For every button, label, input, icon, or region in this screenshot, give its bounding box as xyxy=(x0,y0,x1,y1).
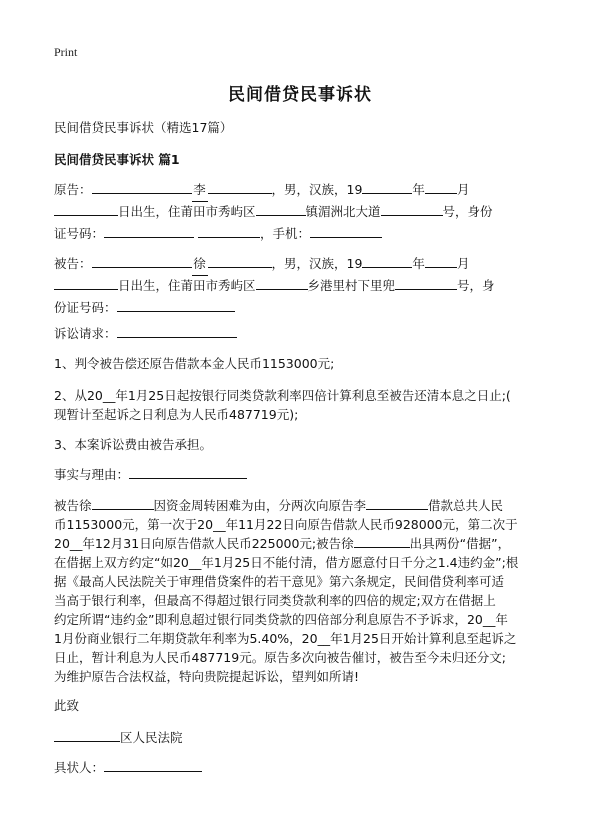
plaintiff-address-b: 镇湄洲北大道 xyxy=(305,204,381,219)
section-title: 民间借贷民事诉状 篇1 xyxy=(54,152,180,167)
facts-line-9: 日止，暂计利息为人民币487719元。原告多次向被告催讨，被告至今未归还分文; xyxy=(54,650,506,665)
facts-text: 出具两份“借据”， xyxy=(409,536,511,551)
plaintiff-line2 xyxy=(54,201,550,223)
closing-signer xyxy=(54,757,550,779)
facts-label-row xyxy=(54,464,550,486)
facts-line-4: 在借据上双方约定“如20__年1月25日不能付清，借方愿意付日千分之1.4违约金”;根 xyxy=(54,555,519,570)
defendant-surname: 徐 xyxy=(192,253,208,276)
signer-label: 具状人： xyxy=(54,760,105,775)
facts-line-6: 当高于银行利率，但最高不得超过银行同类贷款利率的四倍的规定;双方在借据上 xyxy=(54,593,496,608)
plaintiff-id-label: 证号码： xyxy=(54,226,105,241)
claims-label-row xyxy=(54,323,550,345)
claim-item-2-line1: 2、从20__年1月25日起按银行同类贷款利率四倍计算利息至被告还清本息之日止;( xyxy=(54,388,511,403)
plaintiff-phone-label: ，手机： xyxy=(260,226,311,241)
facts-text: 借款总共人民 xyxy=(428,498,504,513)
facts-text: 20__年12月31日向原告借款人民币225000元;被告徐 xyxy=(54,536,354,551)
facts-line-8: 1月份商业银行二年期贷款年利率为5.40%，20__年1月25日开始计算利息至起诉之 xyxy=(54,631,517,646)
facts-text: 因资金周转困难为由，分两次向原告李 xyxy=(153,498,367,513)
facts-line-5: 据《最高人民法院关于审理借贷案件的若干意见》第六条规定，民间借贷利率可适 xyxy=(54,574,505,589)
claim-item-1: 1、判令被告偿还原告借款本金人民币1153000元; xyxy=(54,356,335,371)
claim-item-3: 3、本案诉讼费由被告承担。 xyxy=(54,437,212,452)
defendant-desc: ，男，汉族，19 xyxy=(271,256,363,271)
plaintiff-block xyxy=(54,179,550,202)
plaintiff-line3 xyxy=(54,223,550,245)
year-suffix: 年 xyxy=(412,256,425,271)
facts-line-10: 为维护原告合法权益，特向贵院提起诉讼，望判如所请! xyxy=(54,669,360,684)
defendant-block xyxy=(54,253,550,276)
facts-line-2: 币1153000元，第一次于20__年11月22日向原告借款人民币928000元，第二次于 xyxy=(54,517,518,532)
facts-label: 事实与理由： xyxy=(54,467,130,482)
closing-court xyxy=(54,727,550,749)
defendant-line2 xyxy=(54,275,550,297)
page-title: 民间借贷民事诉状 xyxy=(228,85,372,105)
plaintiff-desc: ，男，汉族，19 xyxy=(271,182,363,197)
defendant-address-c: 号，身 xyxy=(457,278,495,293)
plaintiff-label: 原告： xyxy=(54,182,92,197)
closing-salutation: 此致 xyxy=(54,698,80,713)
claims-label: 诉讼请求： xyxy=(54,326,117,341)
defendant-line3 xyxy=(54,297,550,319)
plaintiff-surname: 李 xyxy=(192,179,208,202)
defendant-address-b: 乡港里村下里兜 xyxy=(307,278,396,293)
court-suffix: 区人民法院 xyxy=(120,730,183,745)
facts-line-7: 约定所谓“违约金”即利息超过银行同类贷款的四倍部分利息原告不予诉求，20__年 xyxy=(54,612,508,627)
print-link[interactable]: Print xyxy=(54,45,78,59)
plaintiff-address-c: 号，身份 xyxy=(442,204,493,219)
defendant-label: 被告： xyxy=(54,256,92,271)
doc-subtitle: 民间借贷民事诉状（精选17篇） xyxy=(54,120,233,135)
month-suffix: 月 xyxy=(456,182,470,197)
defendant-address-a: 日出生，住莆田市秀屿区 xyxy=(118,278,256,293)
plaintiff-address-a: 日出生，住莆田市秀屿区 xyxy=(118,204,256,219)
year-suffix: 年 xyxy=(412,182,425,197)
defendant-id-label: 份证号码： xyxy=(54,300,117,315)
month-suffix: 月 xyxy=(456,256,470,271)
facts-text: 被告徐 xyxy=(54,498,92,513)
claim-item-2-line2: 现暂计至起诉之日利息为人民币487719元); xyxy=(54,407,299,422)
